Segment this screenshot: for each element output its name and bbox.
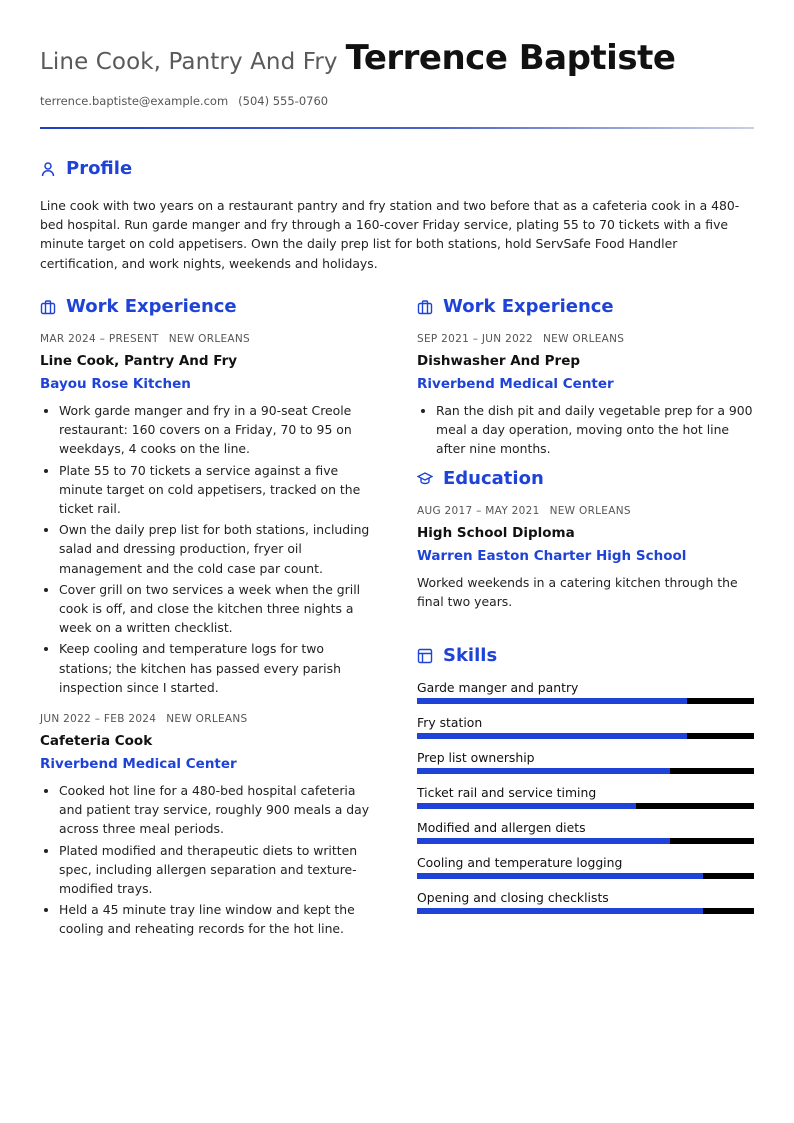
skill-level-bar: [417, 873, 754, 879]
job-location: NEW ORLEANS: [543, 333, 625, 345]
company-name: Riverbend Medical Center: [417, 376, 614, 392]
job-dates: JUN 2022 – FEB 2024: [40, 713, 157, 726]
profile-text: Line cook with two years on a restaurant pantry and fry station and two before that as a cafeteria cook in a 480-bed hospital. Run garde manger and fry through a 160-cover Friday service, plating 55 to 70 tickets with a five minute target on cold appetisers. Own the daily prep list for both stations, hold ServSafe Food Handler certification, and work nights, weekends and holidays.: [40, 198, 740, 271]
job-dates: MAR 2024 – PRESENT: [40, 333, 159, 345]
work-experience-title: Work Experience: [443, 296, 614, 317]
skill-item: [417, 784, 754, 809]
skill-name: Opening and closing checklists: [417, 890, 609, 906]
job-entry: [40, 333, 380, 697]
contact-info: [40, 94, 754, 108]
briefcase-icon: [417, 299, 433, 315]
job-meta: [40, 333, 380, 345]
work-experience-heading: [417, 296, 754, 317]
profile-heading: [40, 158, 754, 179]
job-title: Cafeteria Cook: [40, 733, 153, 750]
education-section: [417, 468, 754, 611]
education-heading: [417, 468, 754, 489]
work-experience-title: Work Experience: [66, 296, 237, 317]
skills-section: [417, 645, 754, 914]
skill-item: [417, 679, 754, 704]
skill-level-fill: [417, 698, 687, 704]
skill-level-bar: [417, 698, 754, 704]
job-title: Line Cook, Pantry And Fry: [40, 353, 238, 369]
skill-level-fill: [417, 838, 670, 844]
degree-title: High School Diploma: [417, 524, 575, 541]
skill-level-fill: [417, 768, 670, 774]
bullet-item: • Keep cooling and temperature logs for two stations; the kitchen has passed every parish inspection since I started.: [59, 639, 380, 697]
layout-icon: [417, 648, 433, 664]
bullet-item: • Cover grill on two services a week when the grill cook is off, and close the kitchen three nights a week on a written checklist.: [59, 580, 380, 638]
bullet-item: • Plate 55 to 70 tickets a service against a five minute target on cold appetisers, tracked on the ticket rail.: [59, 461, 380, 519]
job-location: NEW ORLEANS: [168, 333, 251, 345]
company-name: Bayou Rose Kitchen: [40, 376, 191, 392]
education-location: NEW ORLEANS: [549, 504, 631, 517]
job-title: Dishwasher And Prep: [417, 353, 581, 369]
bullet-item: • Cooked hot line for a 480-bed hospital cafeteria and patient tray service, roughly 900 meals a day across three meal periods.: [59, 781, 380, 839]
skill-item: [417, 819, 754, 844]
left-column: [40, 296, 380, 941]
company-name: Riverbend Medical Center: [40, 756, 237, 773]
role-title: Line Cook, Pantry And Fry: [40, 49, 338, 75]
skill-level-bar: [417, 803, 754, 809]
skill-level-fill: [417, 733, 687, 739]
skill-level-bar: [417, 733, 754, 739]
job-entry: [417, 333, 754, 459]
email: terrence.baptiste@example.com: [40, 94, 229, 108]
job-bullets: [40, 401, 380, 697]
job-bullets: [40, 781, 380, 939]
job-entry: [40, 713, 380, 939]
skill-level-fill: [417, 908, 703, 914]
skill-name: Garde manger and pantry: [417, 680, 579, 696]
skill-level-bar: [417, 908, 754, 914]
graduation-cap-icon: [417, 470, 433, 486]
skills-list: [417, 679, 754, 914]
school-name: Warren Easton Charter High School: [417, 547, 687, 564]
skill-item: [417, 714, 754, 739]
bullet-item: • Own the daily prep list for both stations, including salad and dressing production, fryer oil management and the cold case par count.: [59, 520, 380, 578]
skills-heading: [417, 645, 754, 666]
profile-section: [40, 158, 754, 273]
bullet-item: • Work garde manger and fry in a 90-seat Creole restaurant: 160 covers on a Friday, 70 to 95 on weekdays, 4 cooks on the line.: [59, 401, 380, 459]
job-dates: SEP 2021 – JUN 2022: [417, 333, 534, 345]
skill-name: Ticket rail and service timing: [417, 785, 597, 801]
education-dates: AUG 2017 – MAY 2021: [417, 504, 540, 517]
skill-item: [417, 749, 754, 774]
bullet-item: • Held a 45 minute tray line window and kept the cooling and reheating records for the hot line.: [59, 900, 380, 938]
skill-level-bar: [417, 768, 754, 774]
job-location: NEW ORLEANS: [166, 713, 248, 726]
skill-level-fill: [417, 873, 703, 879]
skill-name: Fry station: [417, 715, 483, 731]
user-icon: [40, 161, 56, 177]
skills-title: Skills: [443, 645, 498, 667]
header-divider: [40, 127, 754, 129]
skill-item: [417, 889, 754, 914]
job-meta: [40, 713, 380, 725]
briefcase-icon: [40, 299, 56, 315]
bullet-item: • Plated modified and therapeutic diets to written spec, including allergen separation and texture-modified trays.: [59, 841, 380, 899]
work-experience-heading: [40, 296, 380, 317]
job-bullets: [417, 401, 754, 459]
right-column: [417, 296, 754, 924]
education-description: Worked weekends in a catering kitchen through the final two years.: [417, 574, 738, 609]
education-title: Education: [443, 467, 544, 489]
profile-title: Profile: [66, 158, 133, 179]
skill-item: [417, 854, 754, 879]
skill-level-bar: [417, 838, 754, 844]
skill-name: Modified and allergen diets: [417, 820, 586, 836]
phone: (504) 555-0760: [238, 94, 329, 108]
skill-name: Prep list ownership: [417, 750, 535, 766]
candidate-name: Terrence Baptiste: [345, 38, 676, 78]
bullet-item: • Ran the dish pit and daily vegetable prep for a 900 meal a day operation, moving onto the hot line after nine months.: [436, 401, 754, 459]
education-meta: [417, 505, 754, 517]
skill-level-fill: [417, 803, 636, 809]
resume-header: [40, 38, 754, 108]
skill-name: Cooling and temperature logging: [417, 855, 623, 871]
job-meta: [417, 333, 754, 345]
title-line: [40, 38, 754, 78]
